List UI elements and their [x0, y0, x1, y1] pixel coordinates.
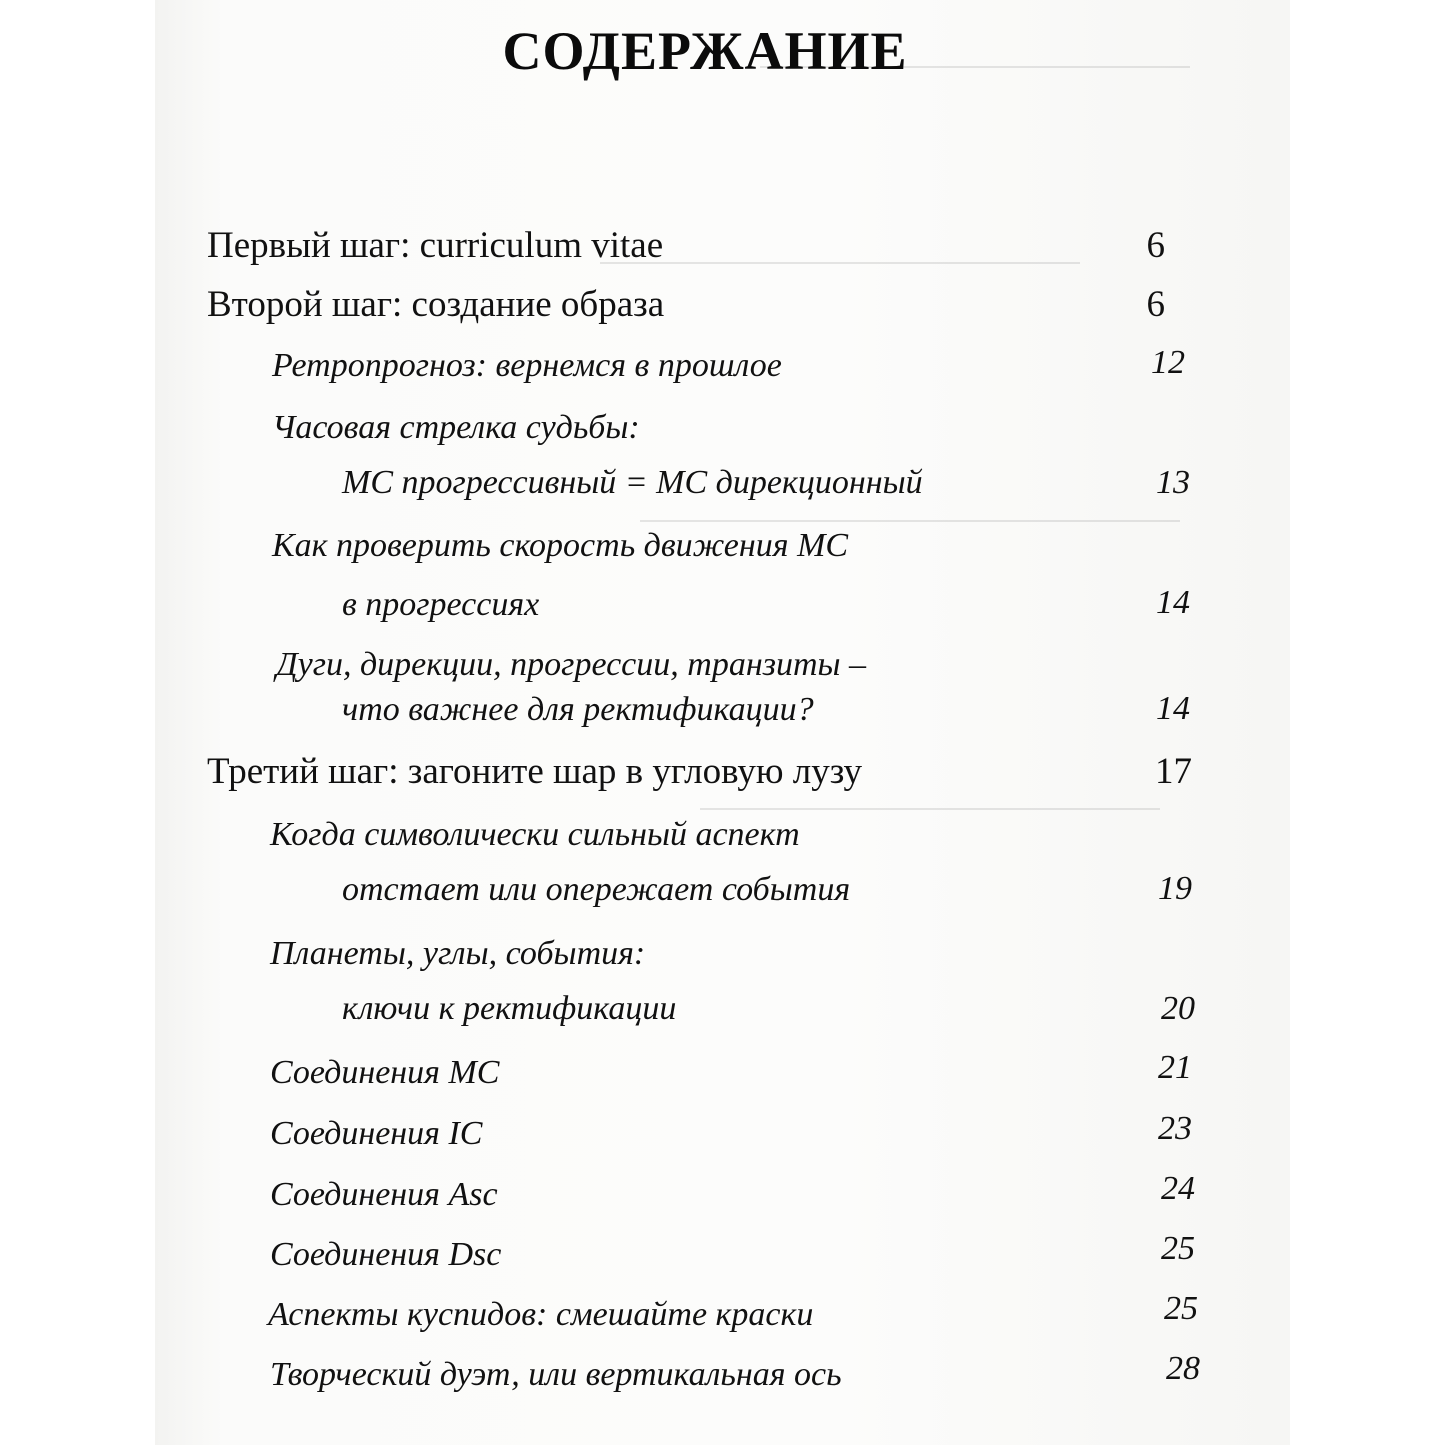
toc-entry-title: Планеты, углы, события: — [270, 935, 646, 972]
toc-entry-title: Часовая стрелка судьбы: — [272, 409, 640, 446]
toc-entry-title: Аспекты куспидов: смешайте краски — [268, 1296, 814, 1333]
toc-entry-title: Когда символически сильный аспект — [270, 816, 800, 853]
toc-entry-title: Соединения Asc — [270, 1176, 498, 1213]
toc-entry-title: Соединения МС — [270, 1054, 500, 1091]
toc-entry-title: ключи к ректификации — [342, 990, 677, 1027]
toc-entry-page: 20 — [1161, 990, 1195, 1027]
toc-entry-page: 6 — [1146, 225, 1165, 266]
toc-entry-title: Ретропрогноз: вернемся в прошлое — [272, 347, 782, 384]
toc-entry-page: 6 — [1146, 284, 1165, 325]
toc-entry-title: отстает или опережает события — [342, 871, 851, 908]
toc-entry-page: 25 — [1164, 1290, 1198, 1327]
toc-entry-title: Творческий дуэт, или вертикальная ось — [270, 1356, 842, 1393]
toc-entry-title: Соединения Dsc — [270, 1236, 502, 1273]
show-through-rule — [640, 520, 1180, 522]
toc-entry-title: Дуги, дирекции, прогрессии, транзиты – — [276, 646, 867, 683]
toc-entry-title: МС прогрессивный = МС дирекционный — [342, 464, 923, 501]
toc-entry-page: 19 — [1158, 870, 1192, 907]
toc-entry-title: Как проверить скорость движения МС — [272, 527, 849, 564]
toc-entry-page: 14 — [1156, 690, 1190, 727]
show-through-rule — [700, 808, 1160, 810]
toc-entry-page: 24 — [1161, 1170, 1195, 1207]
toc-entry-page: 17 — [1155, 751, 1192, 792]
toc-entry-title: что важнее для ректификации? — [342, 691, 814, 728]
toc-entry-title: в прогрессиях — [342, 586, 540, 623]
toc-entry-page: 13 — [1156, 464, 1190, 501]
toc-entry-title: Второй шаг: создание образа — [207, 284, 665, 325]
show-through-rule — [600, 262, 1080, 264]
toc-entry-page: 23 — [1158, 1110, 1192, 1147]
toc-entry-title: Первый шаг: curriculum vitae — [207, 225, 664, 266]
toc-entry-page: 25 — [1161, 1230, 1195, 1267]
toc-entry-page: 12 — [1151, 344, 1185, 381]
toc-entry-title: Третий шаг: загоните шар в угловую лузу — [207, 751, 863, 792]
toc-entry-page: 21 — [1158, 1049, 1192, 1086]
page-title: СОДЕРЖАНИЕ — [502, 21, 908, 81]
toc-entry-page: 28 — [1166, 1350, 1200, 1387]
toc-entry-title: Соединения IC — [270, 1115, 483, 1152]
toc-entry-page: 14 — [1156, 584, 1190, 621]
